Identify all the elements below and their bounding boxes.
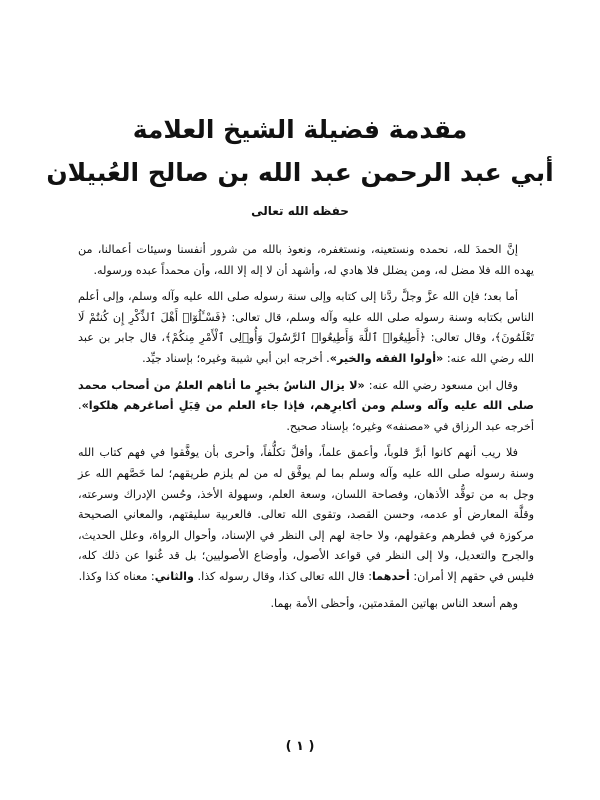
bold-quote: «أولوا الفقه والخير» — [329, 351, 444, 365]
paragraph-text: . أخرجه ابن أبي شيبة وغيره؛ بإسناد جيِّد. — [142, 351, 330, 365]
page-number: ( ١ ) — [285, 739, 315, 754]
bold-term: والثاني — [154, 569, 194, 583]
paragraph-opening: إنَّ الحمدَ لله، نحمده ونستعينه، ونستغفره، ونعوذ بالله من شرور أنفسنا وسيئات أعمالنا، من يهده الله فلا مضل له، ومن يضلل فلا هادي له، وأشهد أن لا إله إلا الله، وأن محمداً عبده ورسوله. — [78, 243, 534, 277]
honorific-subtitle: حفظه الله تعالى — [251, 204, 349, 218]
bold-term: أحدهما — [371, 569, 410, 583]
page-title: مقدمة فضيلة الشيخ العلامة — [132, 115, 468, 144]
paragraph-text: وقال ابن مسعود رضي الله عنه: — [364, 378, 518, 392]
paragraph-text: فلا ريب أنهم كانوا أبرَّ قلوباً، وأعمق علماً، وأقلَّ تكلُّفاً، وأحرى بأن يوفَّقوا في فهم كتاب الله وسنة رسوله صلى الله عليه وآله وسلم بما لم يوفَّق له من لم يلزم طريقهم؛ لما خَصَّهم الله عز وجل به من توقُّد الأذهان، وفصاحة اللسان، وسعة العلم، وسهولة الأخذ، وحُسن الإدراك وسرعته، وقلَّة المعارض أو عدمه، وحسن القصد، وتقوى الله تعالى. فالعربية سليقتهم، والمعاني الصحيحة مركوزة في فطرهم وعقولهم، ولا حاجة لهم إلى النظر في الإسناد، وأحوال الرواة، وعلل الحديث، والجرح والتعديل، ولا إلى النظر في قواعد الأصول، وأوضاع الأصوليين؛ بل قد غُنوا عن ذلك كله، فليس في حقهم إلا أمران: — [78, 446, 534, 583]
paragraph-text: أما بعد؛ فإن الله عزَّ وجلَّ ردَّنا إلى كتابه وإلى سنة رسوله صلى الله عليه وآله وسلم، وإلى أعلم الناس بكتابه وسنة رسوله صلى الله عليه وآله وسلم، قال تعالى: ﴿فَسْـَٔلُوٓا۟ أَهْلَ ٱلذِّكْرِ إِن كُنتُمْ لَا تَعْلَمُونَ﴾، وقال تعالى: ﴿أَطِيعُوا۟ ٱللَّهَ وَأَطِيعُوا۟ ٱلرَّسُولَ وَأُو۟لِى ٱلْأَمْرِ مِنكُمْ﴾، قال جابر بن عبد الله رضي الله عنه: — [78, 290, 534, 365]
author-name-heading: أبي عبد الرحمن عبد الله بن صالح العُبيلان — [46, 158, 554, 187]
bold-quote: «لا يزال الناسُ بخيرٍ ما أتاهم العلمُ من أصحاب محمد صلى الله عليه وآله وسلم ومن أكابرِهم، فإذا جاء العلم من قِبَلِ أصاغرهم هلكوا» — [78, 378, 534, 413]
paragraph-closing: وهم أسعد الناس بهاتين المقدمتين، وأحظى الأمة بهما. — [270, 596, 518, 610]
paragraph-amma-bad — [78, 287, 534, 369]
paragraph-text: . أخرجه عبد الرزاق في «مصنفه» وغيره؛ بإسناد صحيح. — [78, 399, 534, 433]
body-text — [78, 240, 534, 614]
paragraph-text: : معناه كذا وكذا. — [78, 569, 155, 583]
paragraph-no-doubt — [78, 443, 534, 587]
paragraph-text: : قال الله تعالى كذا، وقال رسوله كذا. — [193, 569, 372, 583]
paragraph-ibn-masud — [78, 376, 534, 438]
